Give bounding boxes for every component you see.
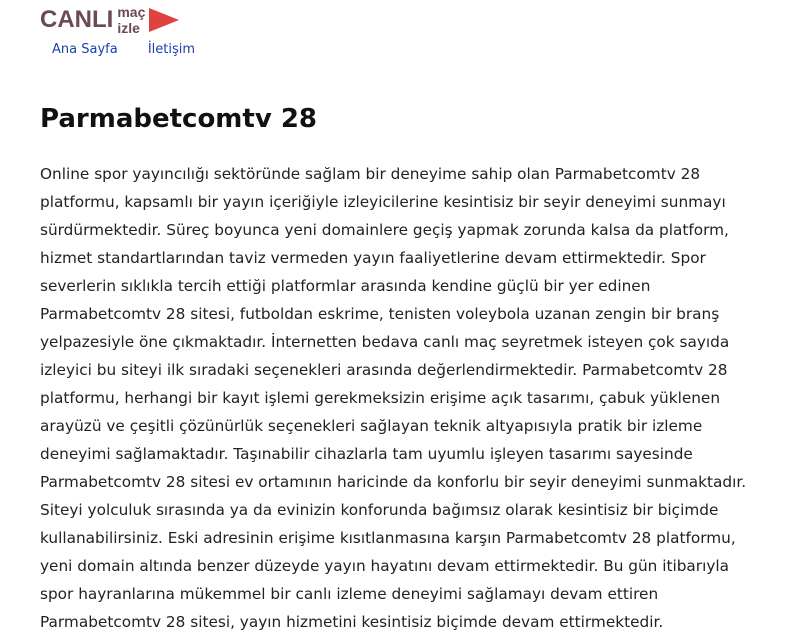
play-icon <box>149 8 179 32</box>
logo-mac: maç <box>117 4 146 20</box>
main-nav <box>52 42 221 57</box>
site-logo[interactable] <box>40 2 179 38</box>
nav-home[interactable]: Ana Sayfa <box>52 42 118 57</box>
page-title: Parmabetcomtv 28 <box>40 104 318 134</box>
logo-subtext <box>117 4 145 36</box>
article-body: Online spor yayıncılığı sektöründe sağlam bir deneyime sahip olan Parmabetcomtv 28 platformu, kapsamlı bir yayın içeriğiyle izleyicilerine kesintisiz bir seyir deneyimi sunmayı sürdürmektedir. Süreç boyunca yeni domainlere geçiş yapmak zorunda kalsa da platform, hizmet standartlarından taviz vermeden yayın faaliyetlerine devam ettirmektedir. Spor severlerin sıklıkla tercih ettiği platformlar arasında kendine güçlü bir yer edinen Parmabetcomtv 28 sitesi, futboldan eskrime, tenisten voleybola uzanan zengin bir branş yelpazesiyle öne çıkmaktadır. İnternetten bedava canlı maç seyretmek isteyen çok sayıda izleyici bu siteyi ilk sıradaki seçenekleri arasında değerlendirmektedir. Parmabetcomtv 28 platformu, herhangi bir kayıt işlemi gerekmeksizin erişime açık tasarımı, çabuk yüklenen arayüzü ve çeşitli çözünürlük seçenekleri sağlayan teknik altyapısıyla pratik bir izleme deneyimi sağlamaktadır. Taşınabilir cihazlarla tam uyumlu işleyen tasarımı sayesinde Parmabetcomtv 28 sitesi ev ortamının haricinde da konforlu bir seyir deneyimi sunmaktadır. Siteyi yolculuk sırasında ya da evinizin konforunda bağımsız olarak kesintisiz bir biçimde kullanabilirsiniz. Eski adresinin erişime kısıtlanmasına karşın Parmabetcomtv 28 platformu, yeni domain altında benzer düzeyde yayın hayatını devam ettirmektedir. Bu gün itibarıyla spor hayranlarına mükemmel bir canlı izleme deneyimi sağlamayı devam ettiren Parmabetcomtv 28 sitesi, yayın hizmetini kesintisiz biçimde devam ettirmektedir. <box>40 165 747 631</box>
logo-text: CANLI <box>40 6 114 33</box>
logo-izle: izle <box>117 20 140 36</box>
nav-contact[interactable]: İletişim <box>147 42 196 57</box>
